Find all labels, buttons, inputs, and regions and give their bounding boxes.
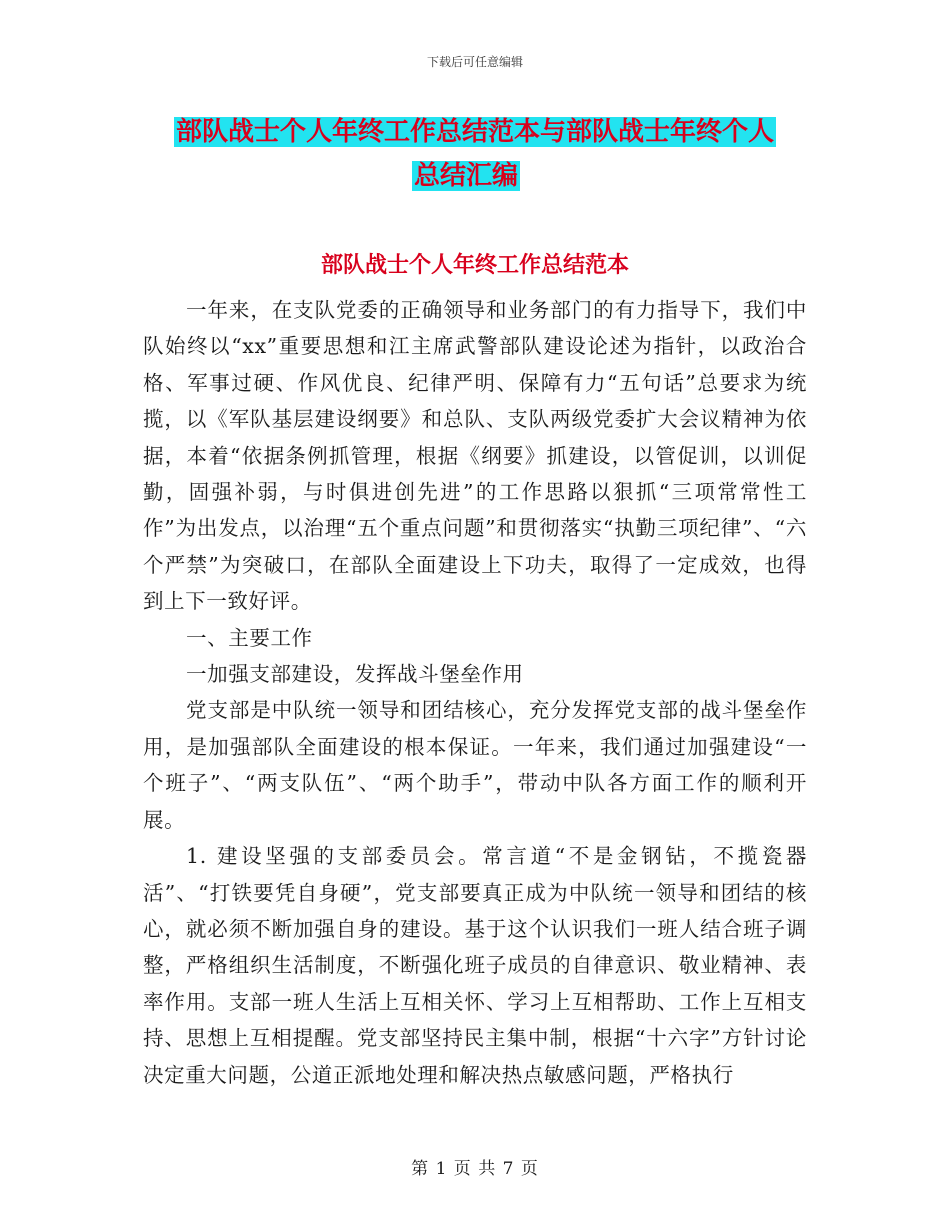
page-header-note: 下载后可任意编辑	[426, 55, 523, 69]
document-title	[0, 110, 950, 198]
paragraph-party-branch: 党支部是中队统一领导和团结核心，充分发挥党支部的战斗堡垒作用，是加强部队全面建设的根本保证。一年来，我们通过加强建设“一个班子”、“两支队伍”、“两个助手”，带动中队各方面工作的顺利开展。	[143, 698, 807, 832]
section-title: 部队战士个人年终工作总结范本	[320, 253, 629, 278]
page-number: 第 1 页 共 7 页	[411, 1159, 539, 1179]
paragraph-committee: 1. 建设坚强的支部委员会。常言道“不是金钢钻，不揽瓷器活”、“打铁要凭自身硬”，党支部要真正成为中队统一领导和团结的核心，就必须不断加强自身的建设。基于这个认识我们一班人结合班子调整，严格组织生活制度，不断强化班子成员的自律意识、敬业精神、表率作用。支部一班人生活上互相关怀、学习上互相帮助、工作上互相支持、思想上互相提醒。党支部坚持民主集中制，根据“十六字”方针讨论决定重大问题，公道正派地处理和解决热点敏感问题，严格执行	[143, 844, 807, 1087]
document-title-line-1: 部队战士个人年终工作总结范本与部队战士年终个人	[175, 117, 774, 147]
document-body	[143, 292, 807, 1093]
heading-party-branch: 一加强支部建设，发挥战斗堡垒作用	[186, 662, 524, 687]
document-title-line-2: 总结汇编	[413, 161, 518, 191]
heading-main-work: 一、主要工作	[186, 625, 313, 650]
paragraph-intro: 一年来，在支队党委的正确领导和业务部门的有力指导下，我们中队始终以“xx”重要思想和江主席武警部队建设论述为指针，以政治合格、军事过硬、作风优良、纪律严明、保障有力“五句话”总要求为统揽，以《军队基层建设纲要》和总队、支队两级党委扩大会议精神为依据，本着“依据条例抓管理，根据《纲要》抓建设，以管促训，以训促勤，固强补弱，与时俱进创先进”的工作思路以狠抓“三项常常性工作”为出发点，以治理“五个重点问题”和贯彻落实“执勤三项纪律”、“六个严禁”为突破口，在部队全面建设上下功夫，取得了一定成效，也得到上下一致好评。	[143, 298, 807, 614]
